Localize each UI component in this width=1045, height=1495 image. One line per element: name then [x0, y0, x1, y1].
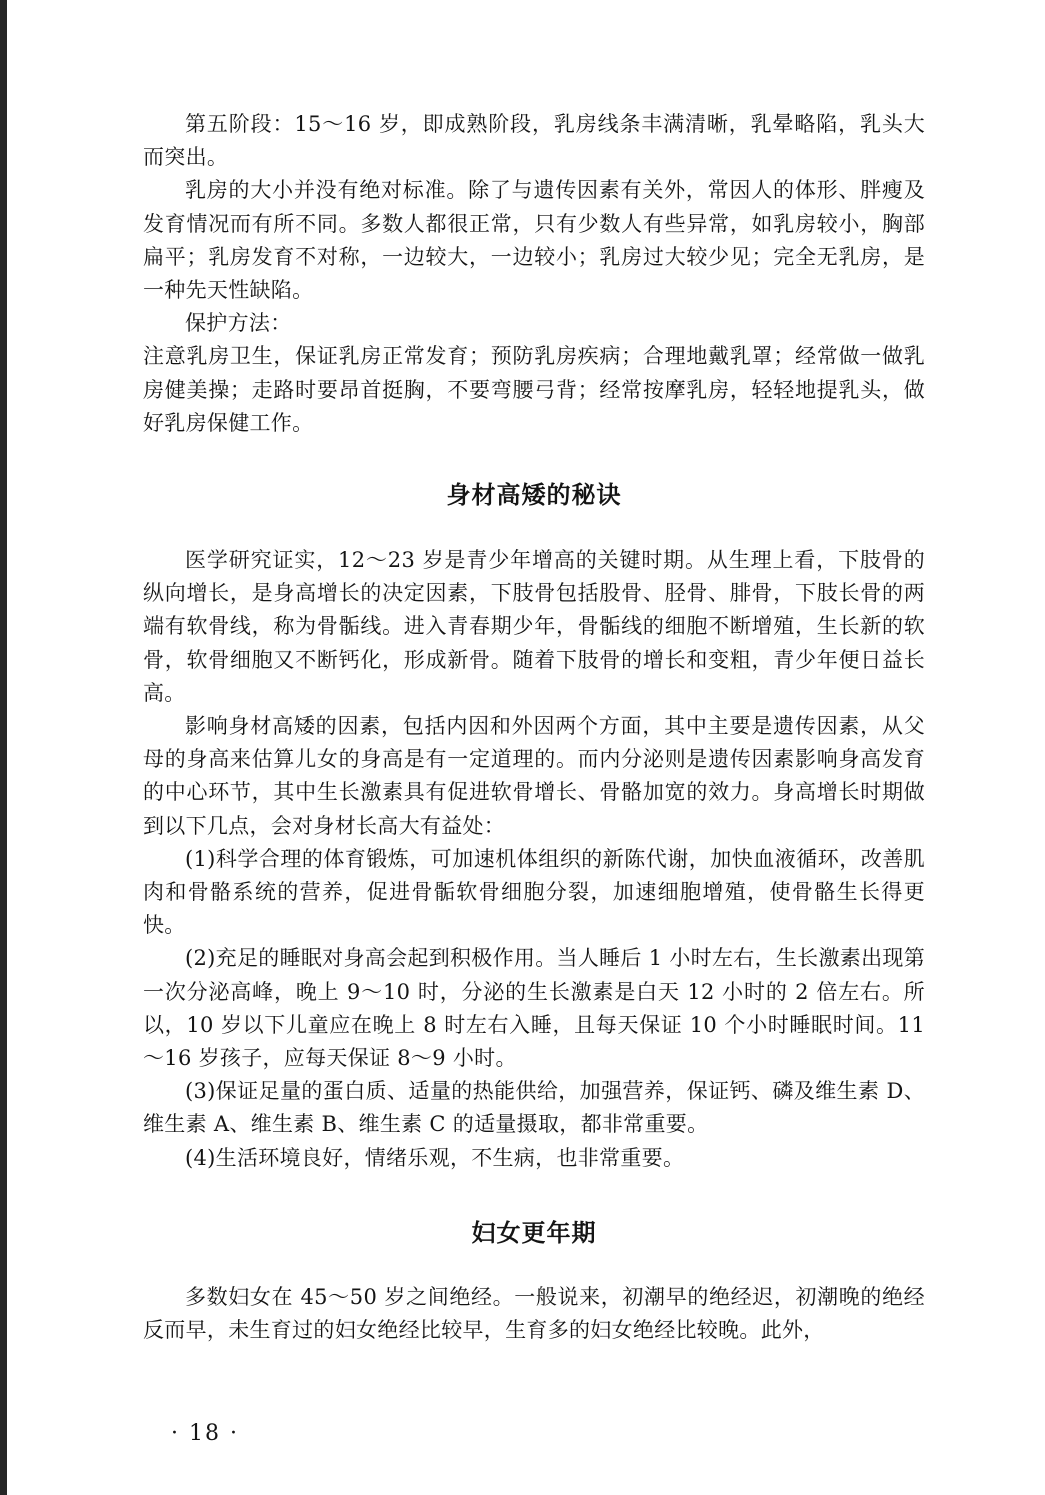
- list-item-exercise: (1)科学合理的体育锻炼，可加速机体组织的新陈代谢，加快血液循环，改善肌肉和骨骼系统的营养，促进骨骺软骨细胞分裂，加速细胞增殖，使骨骼生长得更快。: [143, 846, 925, 938]
- page-number: · 18 ·: [171, 1421, 239, 1446]
- section-title-height: 身材高矮的秘诀: [446, 481, 622, 510]
- list-item-environment: (4)生活环境良好，情绪乐观，不生病，也非常重要。: [185, 1145, 685, 1170]
- section-title-menopause: 妇女更年期: [471, 1218, 597, 1247]
- paragraph-stage-five: 第五阶段：15～16 岁，即成熟阶段，乳房线条丰满清晰，乳晕略陷，乳头大而突出。: [143, 112, 925, 170]
- paragraph-height-research: 医学研究证实，12～23 岁是青少年增高的关键时期。从生理上看，下肢骨的纵向增长，是身高增长的决定因素，下肢骨包括股骨、胫骨、腓骨，下肢长骨的两端有软骨线，称为骨骺线。进入青春期少年，骨骺线的细胞不断增殖，生长新的软骨，软骨细胞又不断钙化，形成新骨。随着下肢骨的增长和变粗，青少年便日益长高。: [143, 548, 925, 705]
- paragraph-menopause-age: 多数妇女在 45～50 岁之间绝经。一般说来，初潮早的绝经迟，初潮晚的绝经反而早，未生育过的妇女绝经比较早，生育多的妇女绝经比较晚。此外，: [143, 1284, 925, 1343]
- paragraph-protection-label: 保护方法：: [185, 311, 292, 336]
- page-body: [143, 108, 925, 1347]
- paragraph-protection-methods: 注意乳房卫生，保证乳房正常发育；预防乳房疾病；合理地戴乳罩；经常做一做乳房健美操；走路时要昂首挺胸，不要弯腰弓背；经常按摩乳房，轻轻地提乳头，做好乳房保健工作。: [143, 344, 925, 435]
- list-item-sleep: (2)充足的睡眠对身高会起到积极作用。当人睡后 1 小时左右，生长激素出现第一次分泌高峰，晚上 9～10 时，分泌的生长激素是白天 12 小时的 2 倍左右。所以，10 岁以下儿童应在晚上 8 时左右入睡，且每天保证 10 个小时睡眠时间。11～16 岁孩子，应每天保证 8～9 小时。: [143, 946, 925, 1071]
- list-item-nutrition: (3)保证足量的蛋白质、适量的热能供给，加强营养，保证钙、磷及维生素 D、维生素 A、维生素 B、维生素 C 的适量摄取，都非常重要。: [143, 1079, 925, 1137]
- page-binding-edge: [0, 0, 7, 1495]
- paragraph-height-factors: 影响身材高矮的因素，包括内因和外因两个方面，其中主要是遗传因素，从父母的身高来估算儿女的身高是有一定道理的。而内分泌则是遗传因素影响身高发育的中心环节，其中生长激素具有促进软骨增长、骨骼加宽的效力。身高增长时期做到以下几点，会对身材长高大有益处：: [143, 714, 925, 838]
- paragraph-breast-size: 乳房的大小并没有绝对标准。除了与遗传因素有关外，常因人的体形、胖瘦及发育情况而有所不同。多数人都很正常，只有少数人有些异常，如乳房较小，胸部扁平；乳房发育不对称，一边较大，一边较小；乳房过大较少见；完全无乳房，是一种先天性缺陷。: [143, 178, 925, 303]
